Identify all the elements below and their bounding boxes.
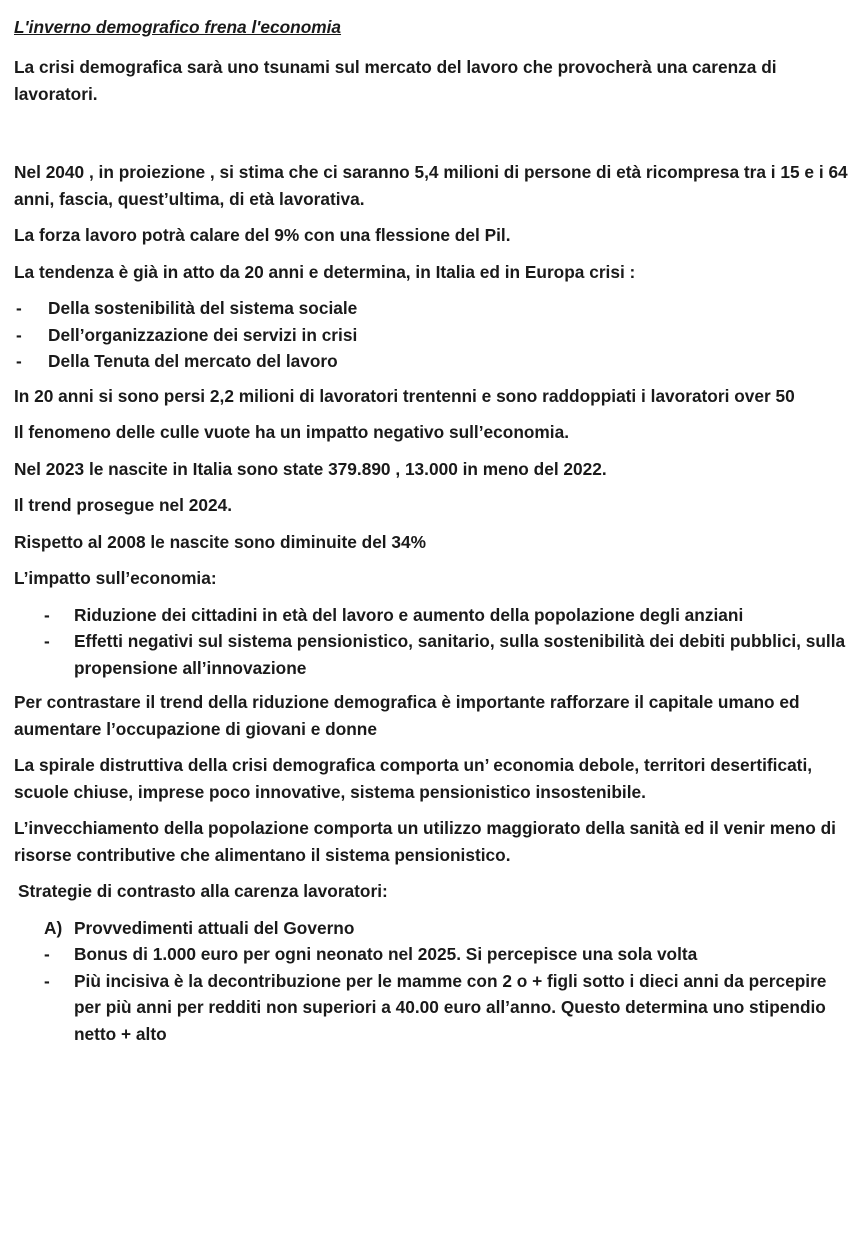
paragraph-aging: L’invecchiamento della popolazione comporta un utilizzo maggiorato della sanità ed il venir meno di risorse contributive che alimentano il sistema pensionistico. [14,818,836,865]
list-item [14,628,854,681]
dash-bullet: - [16,351,22,371]
list-item [14,602,854,629]
dash-bullet: - [44,631,50,651]
paragraph-projection-2040: Nel 2040 , in proiezione , si stima che ci saranno 5,4 milioni di persone di età ricompresa tra i 15 e i 64 anni, fascia, quest’ultima, di età lavorativa. [14,162,848,209]
paragraph-trend: La tendenza è già in atto da 20 anni e determina, in Italia ed in Europa crisi : [14,261,636,282]
paragraph-destructive-spiral: La spirale distruttiva della crisi demografica comporta un’ economia debole, territori desertificati, scuole chiuse, imprese poco innovative, sistema pensionistico insostenibile. [14,755,813,802]
list-item [14,322,854,349]
list-item-text: Riduzione dei cittadini in età del lavoro e aumento della popolazione degli anziani [74,604,744,625]
section-a-heading [14,915,854,942]
list-item-text: Della sostenibilità del sistema sociale [48,298,358,318]
list-item-text: Più incisiva è la decontribuzione per le mamme con 2 o + figli sotto i dieci anni da percepire per più anni per redditi non superiori a 40.00 euro all’anno. Questo determina uno stipendio netto + alto [74,970,827,1044]
dash-bullet: - [44,970,50,991]
paragraph-impact-heading: L’impatto sull’economia: [14,568,217,588]
paragraph-strategies-heading: Strategie di contrasto alla carenza lavoratori: [18,881,388,901]
list-item [14,295,854,322]
list-item-text: Dell’organizzazione dei servizi in crisi [48,324,358,345]
list-item-text: Bonus di 1.000 euro per ogni neonato nel 2025. Si percepisce una sola volta [74,944,698,964]
paragraph-human-capital: Per contrastare il trend della riduzione demografica è importante rafforzare il capitale umano ed aumentare l’occupazione di giovani e donne [14,692,800,739]
list-item [14,348,854,375]
list-item-text: Effetti negativi sul sistema pensionistico, sanitario, sulla sostenibilità dei debiti pubblici, sulla propensione all’innovazione [74,631,846,678]
paragraph-trend-2024: Il trend prosegue nel 2024. [14,495,233,515]
crisis-list [14,295,854,375]
paragraph-births-2023: Nel 2023 le nascite in Italia sono state 379.890 , 13.000 in meno del 2022. [14,458,607,479]
list-item [14,941,854,968]
paragraph-workers-lost: In 20 anni si sono persi 2,2 milioni di lavoratori trentenni e sono raddoppiati i lavoratori over 50 [14,385,795,406]
paragraph-births-2008: Rispetto al 2008 le nascite sono diminuite del 34% [14,531,426,552]
document [14,16,854,1055]
dash-bullet: - [16,324,22,345]
paragraph-workforce: La forza lavoro potrà calare del 9% con una flessione del Pil. [14,225,511,245]
section-a-title: Provvedimenti attuali del Governo [74,917,355,938]
dash-bullet: - [16,298,22,318]
intro-paragraph: La crisi demografica sarà uno tsunami sul mercato del lavoro che provocherà una carenza di lavoratori. [14,57,777,104]
section-a-list [14,941,854,1047]
dash-bullet: - [44,604,50,625]
section-a-marker: A) [44,917,63,938]
document-title: L'inverno demografico frena l'economia [14,17,342,37]
dash-bullet: - [44,944,50,964]
paragraph-empty-cradles: Il fenomeno delle culle vuote ha un impatto negativo sull’economia. [14,422,570,442]
list-item [14,968,854,1048]
impact-list [14,602,854,682]
list-item-text: Della Tenuta del mercato del lavoro [48,351,338,371]
